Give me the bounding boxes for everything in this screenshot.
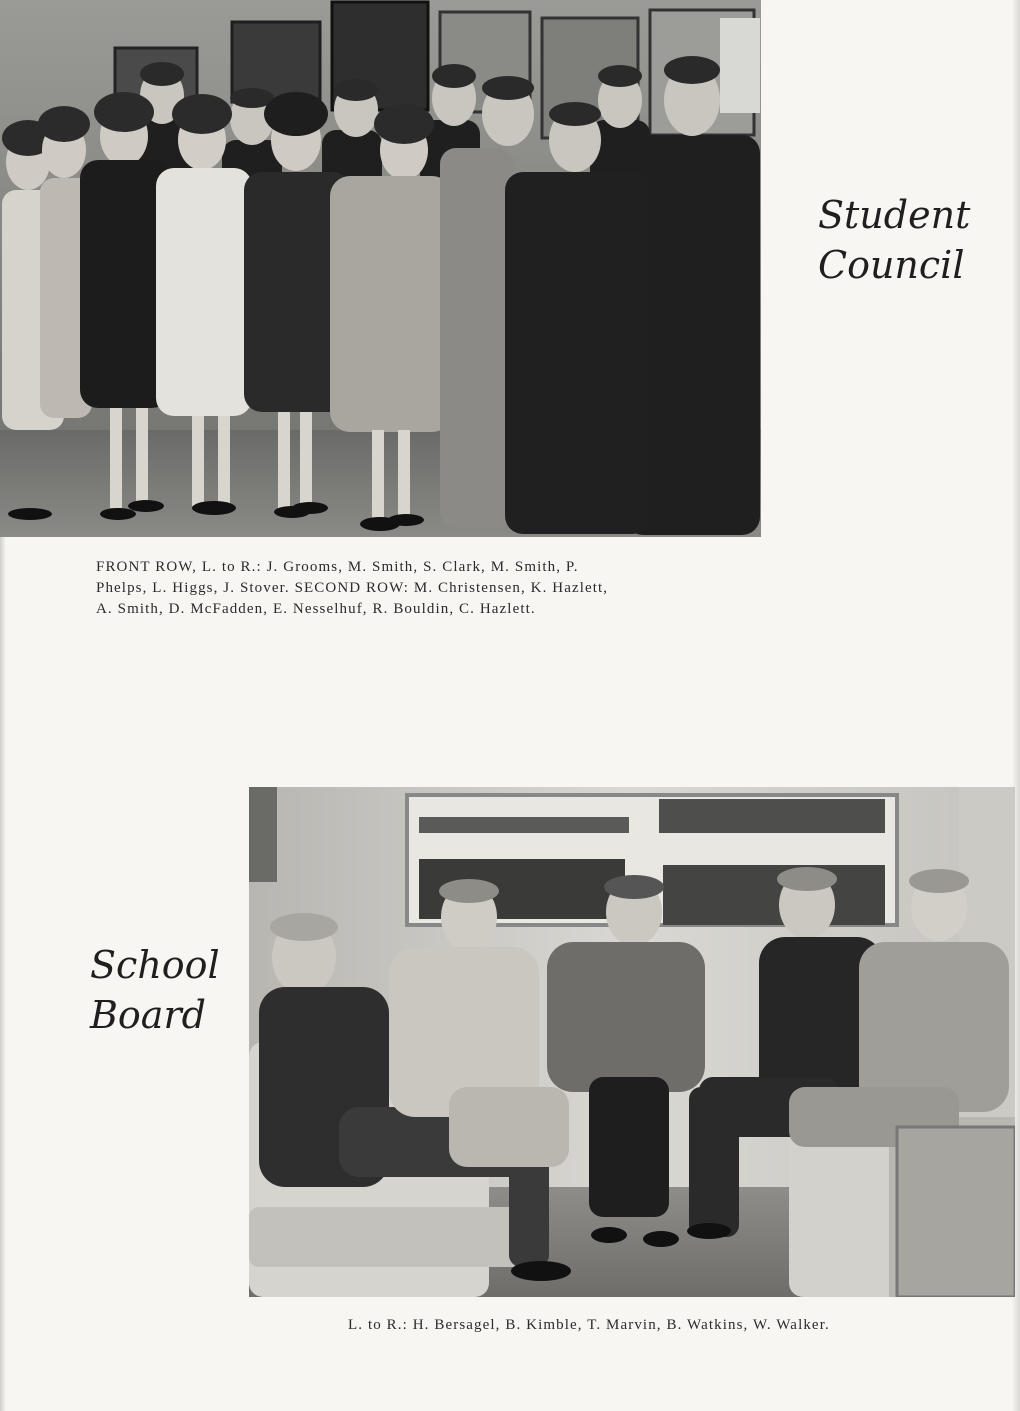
- student-council-photo: [0, 0, 761, 537]
- student-council-heading-line-2: Council: [818, 243, 965, 287]
- school-board-photo-art: [249, 787, 1015, 1297]
- student-council-caption: [96, 557, 608, 620]
- student-council-photo-art: [0, 0, 761, 537]
- student-council-caption-line-1: FRONT ROW, L. to R.: J. Grooms, M. Smith, S. Clark, M. Smith, P.: [96, 559, 579, 575]
- school-board-heading-line-2: Board: [90, 993, 206, 1037]
- school-board-heading-line-1: School: [90, 943, 220, 987]
- student-council-caption-line-3: A. Smith, D. McFadden, E. Nesselhuf, R. Bouldin, C. Hazlett.: [96, 601, 536, 617]
- student-council-heading-line-1: Student: [818, 193, 971, 237]
- student-council-caption-line-2: Phelps, L. Higgs, J. Stover. SECOND ROW: M. Christensen, K. Hazlett,: [96, 580, 609, 596]
- school-board-caption-line-1: L. to R.: H. Bersagel, B. Kimble, T. Marvin, B. Watkins, W. Walker.: [348, 1317, 830, 1333]
- school-board-photo: [249, 787, 1015, 1297]
- school-board-heading: [90, 940, 220, 1040]
- school-board-caption: [348, 1315, 830, 1336]
- student-council-heading: [818, 190, 970, 290]
